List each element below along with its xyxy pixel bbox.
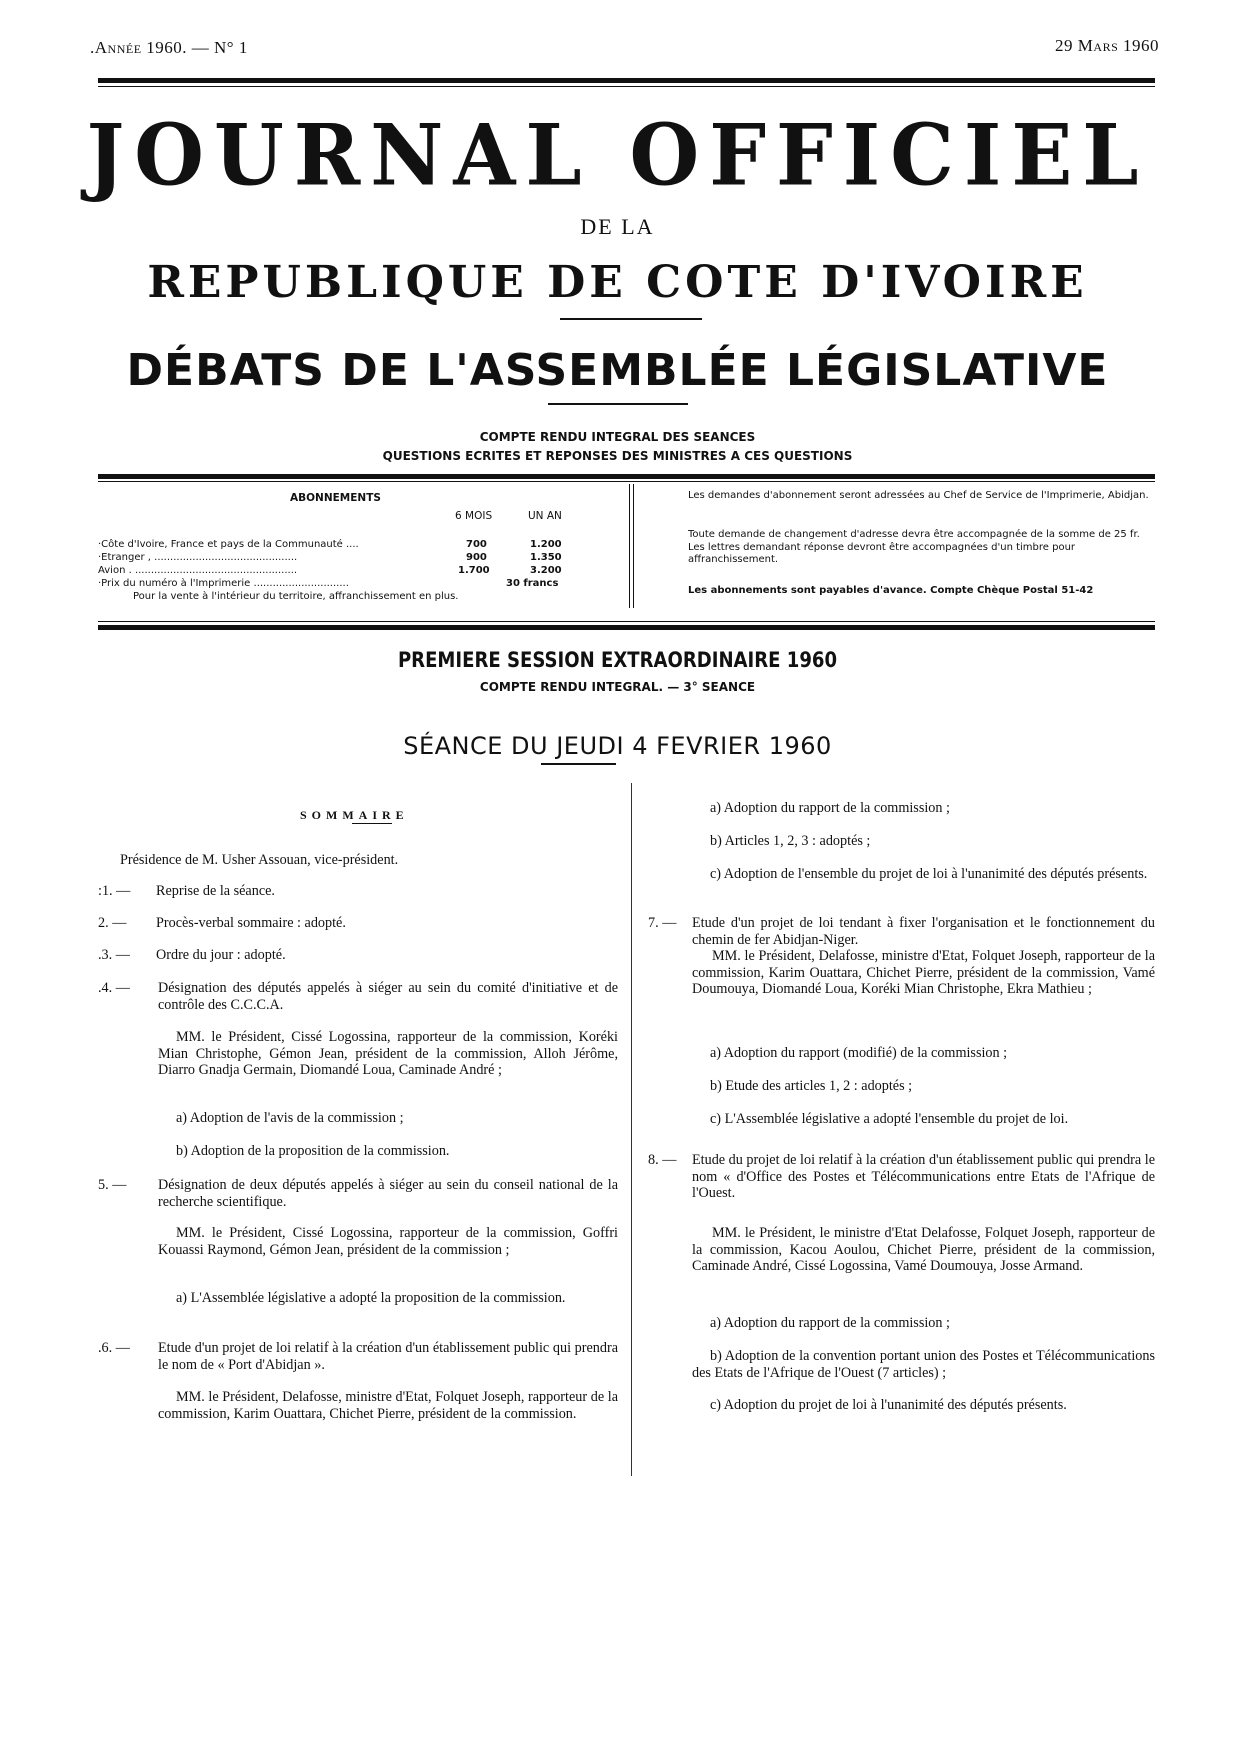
item-number: 5. —: [98, 1177, 127, 1193]
row-label: Avion . ...................................................: [98, 565, 298, 576]
abonnement-address-note: Les demandes d'abonnement seront adressées au Chef de Service de l'Imprimerie, Abidjan.: [688, 490, 1149, 501]
session-subtitle: COMPTE RENDU INTEGRAL. — 3° SEANCE: [479, 680, 756, 694]
abonnement-divider: [629, 484, 630, 608]
issue-date: 29 Mars 1960: [1055, 36, 1159, 55]
row-6mois: 1.700: [458, 565, 490, 576]
abonnement-bottom-rule-thin: [98, 621, 1155, 622]
item-text: Désignation des députés appelés à siéger au sein du comité d'initiative et de contrôle des C.C.C.A.: [158, 980, 618, 1013]
item-number: .3. —: [98, 947, 130, 963]
item-sub: c) L'Assemblée législative a adopté l'ensemble du projet de loi.: [710, 1111, 1069, 1127]
sommaire-item: [98, 883, 618, 900]
session-title: PREMIERE SESSION EXTRAORDINAIRE 1960: [397, 648, 838, 672]
item-text: Etude du projet de loi relatif à la création d'un établissement public qui prendra le nom « d'Office des Postes et Télécommunications entre Etats de l'Afrique de l'Ouest.: [692, 1152, 1155, 1201]
item-number: .6. —: [98, 1340, 130, 1356]
item-sub: a) Adoption du rapport de la commission ;: [710, 1315, 950, 1331]
item-participants: MM. le Président, Cissé Logossina, rapporteur de la commission, Koréki Mian Christophe, Gémon Jean, président de la commission, Alloh Jérôme, Diarro Gnadja Germain, Diomandé Loua, Caminade André ;: [158, 1029, 618, 1078]
subtitle-compte-rendu: COMPTE RENDU INTEGRAL DES SEANCES: [479, 430, 756, 444]
row-label: ·Etranger , .............................................: [98, 552, 298, 563]
row-unan: 1.350: [530, 552, 562, 563]
item-number: 7. —: [648, 915, 677, 931]
item-participants: MM. le Président, Delafosse, ministre d'Etat, Folquet Joseph, rapporteur de la commission, Karim Ouattara, Chichet Pierre, président de la commission, Vamé Doumouya, Diomandé Loua, Koréki Mian Christophe, Ekra Mathieu ;: [692, 948, 1155, 997]
republic-title: REPUBLIQUE DE COTE D'IVOIRE: [147, 257, 1088, 308]
row-unan: 1.200: [530, 539, 562, 550]
col-unan: UN AN: [528, 510, 562, 522]
sommaire-item: [98, 947, 618, 964]
row-6mois: 900: [466, 552, 487, 563]
sommaire-underline: [352, 823, 392, 824]
seance-underline: [541, 763, 616, 765]
item-sub: c) Adoption du projet de loi à l'unanimité des députés présents.: [710, 1397, 1067, 1413]
item-text: Désignation de deux députés appelés à siéger au sein du conseil national de la recherche scientifique.: [158, 1177, 618, 1210]
item-sub: a) Adoption de l'avis de la commission ;: [176, 1110, 404, 1126]
abonnement-payment-note: Les abonnements sont payables d'avance. Compte Chèque Postal 51-42: [688, 585, 1094, 596]
de-la-line: DE LA: [580, 214, 655, 239]
debates-title: DÉBATS DE L'ASSEMBLÉE LÉGISLATIVE: [126, 345, 1109, 396]
item-sub: b) Adoption de la convention portant union des Postes et Télécommunications des Etats de l'Afrique de l'Ouest (7 articles) ;: [692, 1348, 1155, 1381]
abonnement-divider-2: [633, 484, 634, 608]
item-sub: b) Adoption de la proposition de la commission.: [176, 1143, 450, 1159]
issue-number: .Année 1960. — N° 1: [90, 38, 248, 57]
abonnement-top-rule: [98, 474, 1155, 479]
item-number: .4. —: [98, 980, 130, 996]
item-sub: b) Etude des articles 1, 2 : adoptés ;: [710, 1078, 913, 1094]
debates-underline: [548, 403, 688, 405]
item-number: 2. —: [98, 915, 127, 931]
item-number: 8. —: [648, 1152, 677, 1168]
item-participants: MM. le Président, le ministre d'Etat Delafosse, Folquet Joseph, rapporteur de la commission, Kacou Aoulou, Chichet Pierre, président de la commission, Caminade André, Cissé Logossina, Vamé Doumouya, Josse Armand.: [692, 1225, 1155, 1274]
item-number: :1. —: [98, 883, 131, 899]
row-6mois: 700: [466, 539, 487, 550]
subtitle-questions: QUESTIONS ECRITES ET REPONSES DES MINISTRES A CES QUESTIONS: [382, 449, 853, 463]
item-text: Ordre du jour : adopté.: [156, 947, 286, 963]
seance-title: SÉANCE DU JEUDI 4 FEVRIER 1960: [403, 732, 832, 760]
item-text: Procès-verbal sommaire : adopté.: [156, 915, 346, 931]
top-rule: [98, 78, 1155, 83]
item-text: Etude d'un projet de loi relatif à la création d'un établissement public qui prendra le nom de « Port d'Abidjan ».: [158, 1340, 618, 1373]
item-text: Etude d'un projet de loi tendant à fixer l'organisation et le fonctionnement du chemin de fer Abidjan-Niger.: [692, 915, 1155, 948]
item-participants: MM. le Président, Cissé Logossina, rapporteur de la commission, Goffri Kouassi Raymond, Gémon Jean, président de la commission ;: [158, 1225, 618, 1258]
abonnement-bottom-rule: [98, 625, 1155, 630]
item-sub: b) Articles 1, 2, 3 : adoptés ;: [710, 833, 871, 849]
abonnement-change-note: Toute demande de changement d'adresse devra être accompagnée de la somme de 25 fr. Les lettres demandant réponse devront être accompagnées d'un timbre pour affranchissement.: [688, 529, 1140, 565]
row-label: ·Prix du numéro à l'Imprimerie ..............................: [98, 578, 349, 589]
sommaire-item: [98, 915, 618, 932]
republic-underline: [560, 318, 702, 320]
top-rule-thin: [98, 86, 1155, 87]
abonnement-top-rule-thin: [98, 481, 1155, 482]
col-6mois: 6 MOIS: [455, 510, 493, 522]
presidence-line: Présidence de M. Usher Assouan, vice-président.: [120, 852, 399, 868]
sommaire-title: SOMMAIRE: [300, 808, 409, 822]
abonnements-title: ABONNEMENTS: [290, 492, 381, 504]
item-sub: a) Adoption du rapport de la commission ;: [710, 800, 950, 816]
row-label: ·Côte d'Ivoire, France et pays de la Communauté ....: [98, 539, 359, 550]
row-unan: 30 francs: [506, 578, 559, 589]
abonnement-footnote: Pour la vente à l'intérieur du territoire, affranchissement en plus.: [133, 591, 459, 602]
column-divider: [631, 783, 632, 1476]
item-sub: a) L'Assemblée législative a adopté la proposition de la commission.: [176, 1290, 566, 1306]
item-sub: c) Adoption de l'ensemble du projet de loi à l'unanimité des députés présents.: [710, 866, 1148, 882]
journal-title: JOURNAL OFFICIEL: [86, 105, 1149, 205]
item-participants: MM. le Président, Delafosse, ministre d'Etat, Folquet Joseph, rapporteur de la commission, Karim Ouattara, Chichet Pierre, président de la commission.: [158, 1389, 618, 1422]
row-unan: 3.200: [530, 565, 562, 576]
item-text: Reprise de la séance.: [156, 883, 275, 899]
item-sub: a) Adoption du rapport (modifié) de la commission ;: [710, 1045, 1008, 1061]
